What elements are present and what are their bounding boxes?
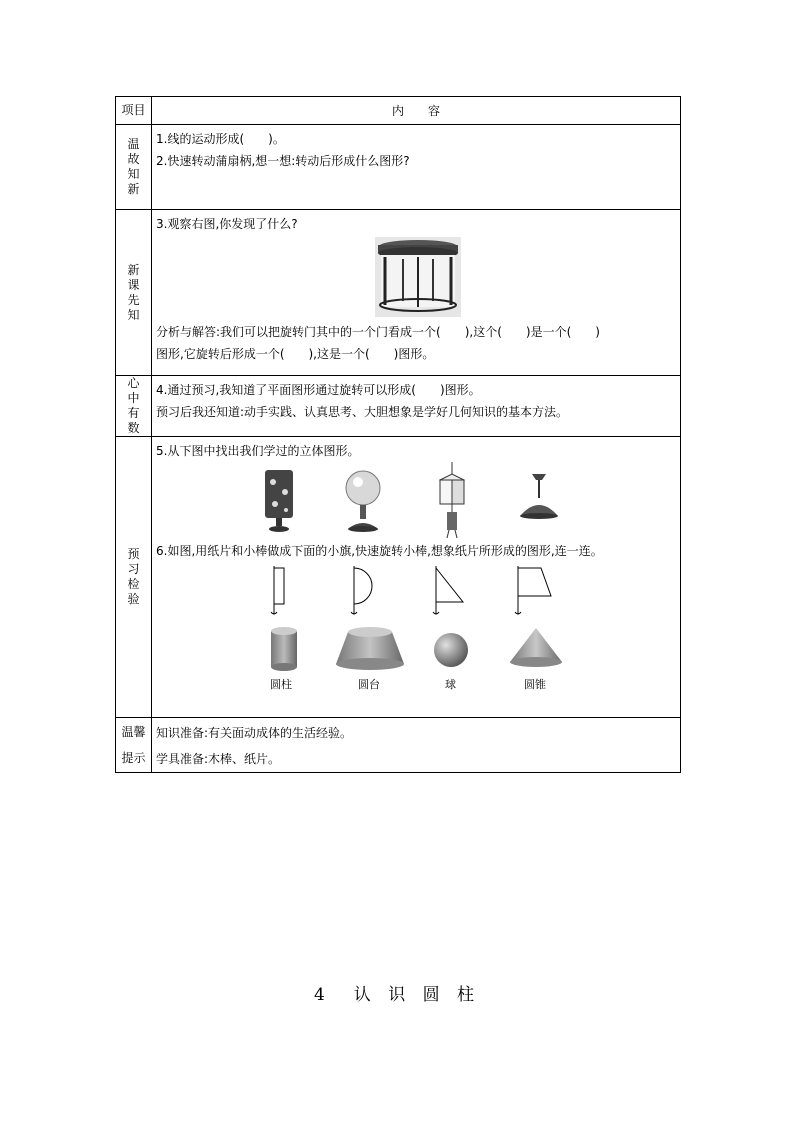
row-review xyxy=(116,125,681,210)
cone-caption: 圆锥 xyxy=(524,678,546,691)
answer-line-1: 分析与解答:我们可以把旋转门其中的一个门看成一个( ),这个( )是一个( ) xyxy=(156,325,600,339)
question-1: 1.线的运动形成( )。 xyxy=(156,132,285,146)
sphere-caption: 球 xyxy=(445,678,456,691)
cylinder-solid-icon xyxy=(269,626,299,672)
knowledge-prep: 知识准备:有关面动成体的生活经验。 xyxy=(156,726,353,740)
ceiling-lamp-icon xyxy=(516,472,562,522)
question-6: 6.如图,用纸片和小棒做成下面的小旗,快速旋转小棒,想象纸片所形成的图形,连一连。 xyxy=(156,544,603,558)
header-item: 项目 xyxy=(116,97,152,125)
question-4: 4.通过预习,我知道了平面图形通过旋转可以形成( )图形。 xyxy=(156,383,481,397)
question-5: 5.从下图中找出我们学过的立体图形。 xyxy=(156,444,360,458)
tools-prep: 学具准备:木棒、纸片。 xyxy=(156,752,281,766)
globe-lamp-icon xyxy=(343,468,383,534)
row-tips xyxy=(116,718,681,773)
revolving-door-icon xyxy=(375,237,461,317)
row-label-summary: 心中有数 xyxy=(127,376,140,435)
cylinder-caption: 圆柱 xyxy=(270,678,292,691)
sphere-solid-icon xyxy=(433,632,469,668)
semicircle-flag-icon xyxy=(349,566,379,620)
row-label-tips-1: 温馨 xyxy=(121,725,146,739)
question-2: 2.快速转动蒲扇柄,想一想:转动后形成什么图形? xyxy=(156,154,410,168)
trapezoid-flag-icon xyxy=(513,566,555,620)
row-summary xyxy=(116,376,681,437)
row-label-review: 温故知新 xyxy=(127,137,140,196)
page-title: 4 认 识 圆 柱 xyxy=(313,985,481,1005)
preview-table xyxy=(115,96,681,773)
answer-line-2: 图形,它旋转后形成一个( ),这是一个( )图形。 xyxy=(156,347,435,361)
rectangle-flag-icon xyxy=(269,566,289,620)
triangle-flag-icon xyxy=(431,566,467,620)
row-new-lesson xyxy=(116,210,681,376)
question-3: 3.观察右图,你发现了什么? xyxy=(156,217,298,231)
frustum-caption: 圆台 xyxy=(358,678,380,691)
cone-solid-icon xyxy=(508,626,564,668)
row-label-new-lesson: 新课先知 xyxy=(127,262,140,322)
row-label-check: 预习检验 xyxy=(127,547,140,606)
lantern-icon xyxy=(432,462,472,540)
row-label-tips-2: 提示 xyxy=(121,751,146,765)
table-header xyxy=(116,97,681,125)
frustum-solid-icon xyxy=(334,626,406,672)
header-content: 内 容 xyxy=(152,97,681,125)
summary-note: 预习后我还知道:动手实践、认真思考、大胆想象是学好几何知识的基本方法。 xyxy=(156,405,569,419)
cylinder-lamp-icon xyxy=(263,468,295,534)
row-check xyxy=(116,437,681,718)
